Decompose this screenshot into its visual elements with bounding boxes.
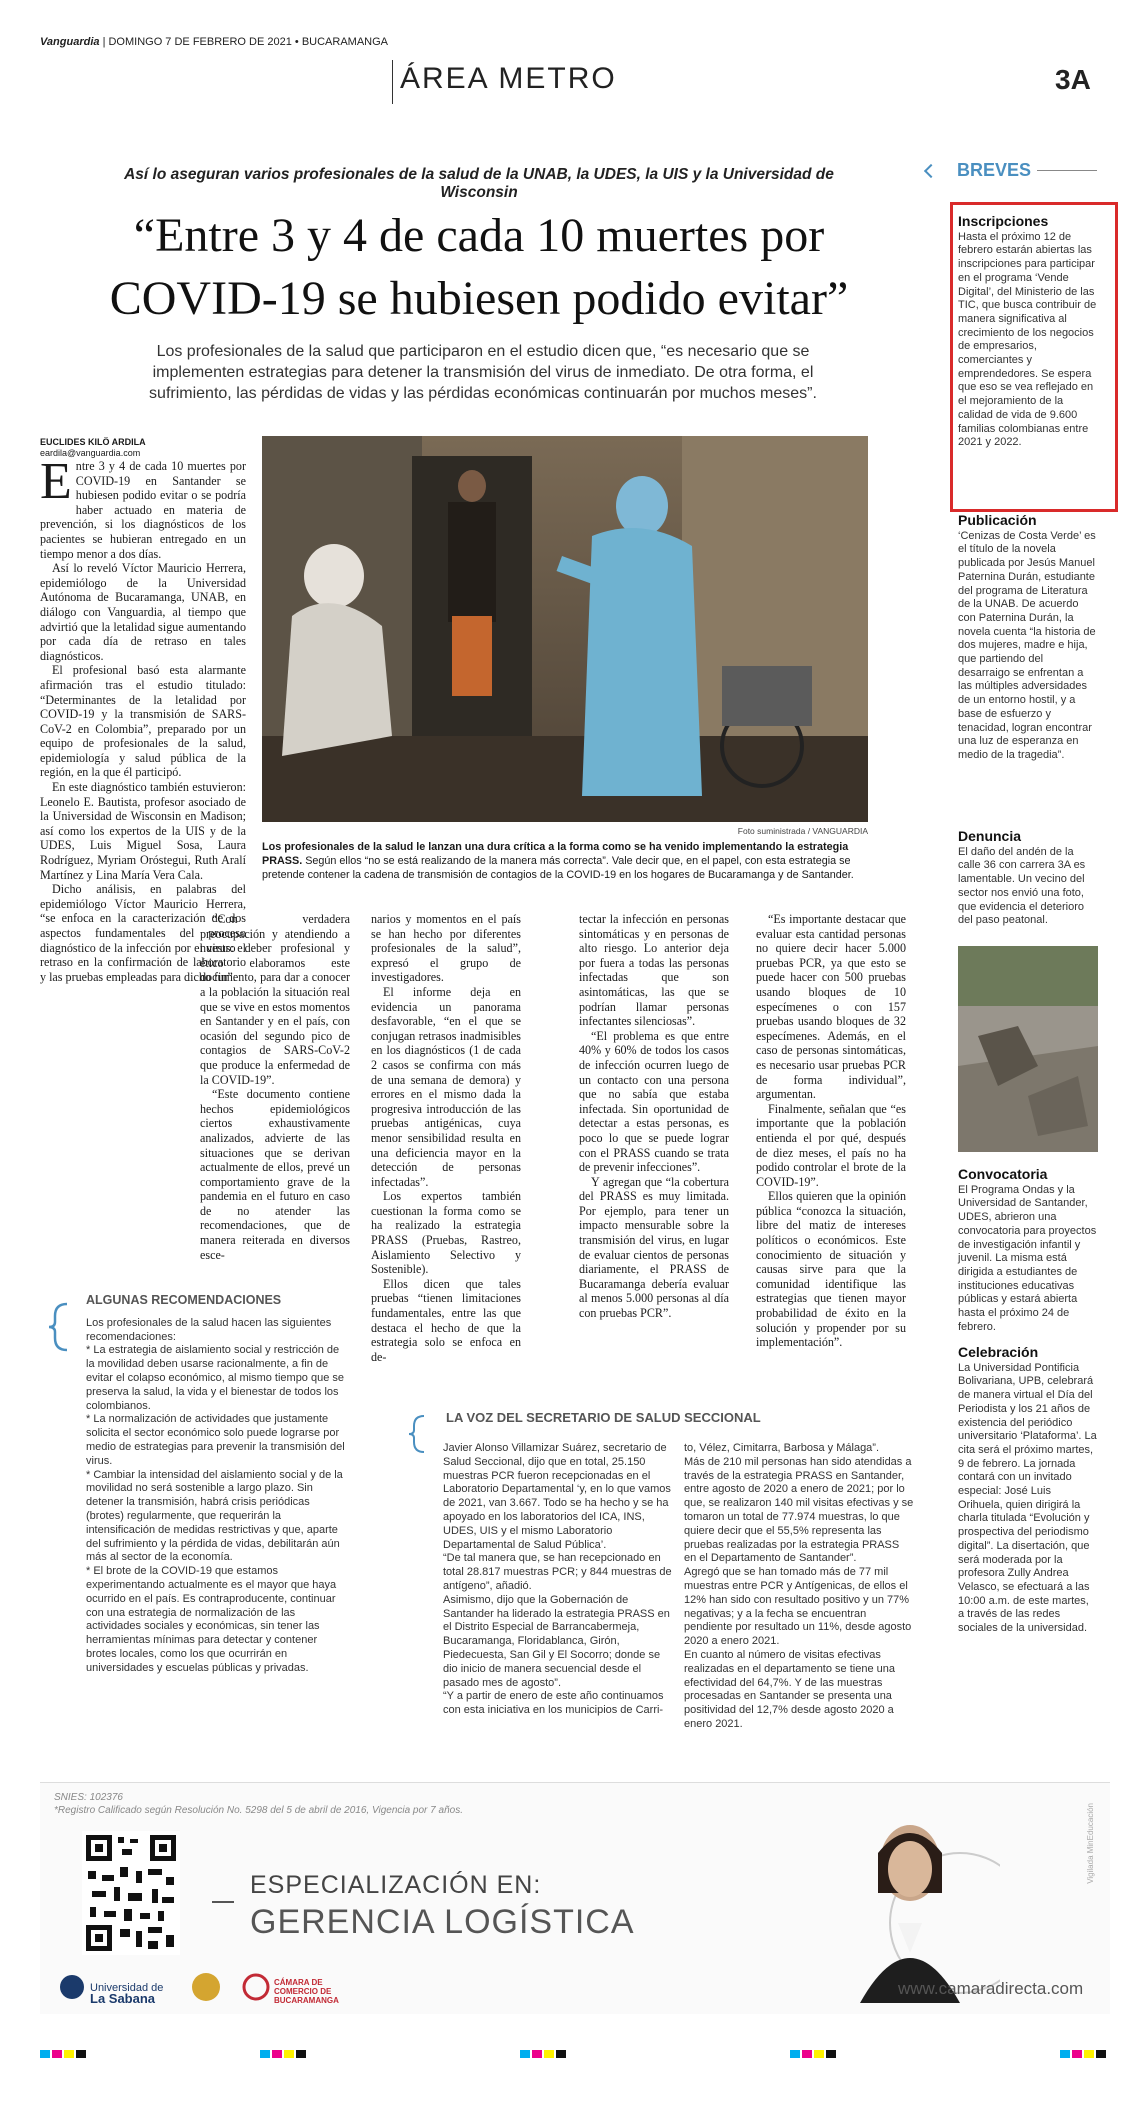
paragraph: Javier Alonso Villamizar Suárez, secretario de Salud Seccional, dijo que en total, 25.150 muestras PCR fueron recepcionadas en el Laboratorio Departamental ‘y, en lo que vamos de 2021, van 3.667. Todo se ha hecho y se ha apoyado en los laboratorios del ICA, INS, UDES, UIS y el mismo Laboratorio Departamental de Salud Pública’. <box>443 1442 671 1551</box>
recommendation-item: * Cambiar la intensidad del aislamiento social y de la movilidad no será sostenible a largo plazo. Sin detener la transmisión, habrá crisis periódicas (brotes) regularmente, que requerirán la intensificación de medidas restrictivas y que, aparte del sufrimiento y la pérdida de vidas, debilitarán aún más al sector de la economía. <box>86 1468 343 1564</box>
recommendation-item: * La estrategia de aislamiento social y restricción de la movilidad deben usarse racionalmente, a fin de evitar el colapso económico, al mismo tiempo que se preserva la salud, la vida y el bienestar de todos los colombianos. <box>86 1344 345 1412</box>
recommendation-item: * El brote de la COVID-19 que estamos experimentando actualmente es el mayor que haya ocurrido en el país. Es contraproducente, continuar con una estrategia de normalización de las actividades sociales y económicas, sin tener las herramientas mínimas para detectar y contener brotes locales, como los que ocurrirán en universidades y escuelas públicas y privadas. <box>86 1565 337 1674</box>
brief-text: Hasta el próximo 12 de febrero estarán abiertas las inscripciones para participar en el programa ‘Vende Digital’, del Ministerio de las TIC, que busca contribuir de manera significativa al crecimiento de los negocios de empresarios, comerciantes y emprendedores. Se espera que eso se vea reflejado en el mejoramiento de la calidad de vida de 9.600 familias colombianas entre 2021 y 2022. <box>958 230 1097 449</box>
brief-title: Inscripciones <box>958 213 1049 229</box>
chevron-icon <box>924 164 938 178</box>
recommendations-title: ALGUNAS RECOMENDACIONES <box>86 1293 282 1307</box>
ad-program: GERENCIA LOGÍSTICA <box>250 1903 635 1941</box>
secretario-column-2 <box>684 1442 914 1732</box>
sabana-logo-icon <box>60 1975 84 1999</box>
section-title: ÁREA METRO <box>400 62 617 95</box>
article-column-4 <box>579 912 729 1412</box>
brief-text: ‘Cenizas de Costa Verde’ es el título de la novela publicada por Jesús Manuel Paternina Durán, estudiante del programa de Literatura de la UNAB. De acuerdo con Paternina Durán, la novela cuenta “la historia de dos mujeres, madre e hija, que partiendo del desarraigo se enfrentan a las múltiples adversidades de un entorno hostil, y a base de esfuerzo y tenacidad, logran encontrar una luz de esperanza en medio de la tragedia”. <box>958 529 1096 761</box>
seal-icon <box>192 1973 220 2001</box>
brief-text: El daño del andén de la calle 36 con carrera 3A es lamentable. Un vecino del sector nos envió una foto, que evidencia el deterioro del paso peatonal. <box>958 845 1086 927</box>
brief-title: Convocatoria <box>958 1166 1048 1182</box>
section-divider <box>392 60 393 104</box>
ad-vigilada: Vigilada MinEducación <box>1086 1803 1095 1884</box>
dateline: | DOMINGO 7 DE FEBRERO DE 2021 • BUCARAMANGA <box>102 36 388 48</box>
paragraph: El profesional basó esta alarmante afirmación tras el estudio titulado: “Determinantes de la letalidad por COVID-19 y la transmisión de SARS-CoV-2 en Colombia”, preparado por un equipo de profesionales de la salud, epidemiología y salud pública de la región, en la que él participó. <box>40 663 246 780</box>
brace-icon <box>408 1414 428 1454</box>
paragraph: “Y a partir de enero de este año continuamos con esta iniciativa en los municipios de Carri- <box>443 1690 664 1717</box>
ad-legal <box>54 1791 463 1817</box>
paragraph: Entre 3 y 4 de cada 10 muertes por COVID-19 en Santander se hubiesen podido evitar o se podría haber actuado en materia de prevención, si los diagnósticos de los pacientes se hubieran entregado en un tiempo menor a dos días. <box>40 459 246 561</box>
brief-text: El Programa Ondas y la Universidad de Santander, UDES, abrieron una convocatoria para proyectos de investigación infantil y juvenil. La misma está dirigida a estudiantes de instituciones educativas públicas y estará abierta hasta el próximo 24 de febrero. <box>958 1183 1097 1333</box>
svg-text:Universidad de: Universidad de <box>90 1982 164 1994</box>
paragraph: Los expertos también cuestionan la forma como se ha realizado la estrategia PRASS (Pruebas, Rastreo, Aislamiento Selectivo y Sostenible). <box>371 1189 521 1277</box>
masthead <box>40 36 388 48</box>
brief-denuncia <box>958 830 1098 928</box>
brief-publicacion <box>958 514 1098 763</box>
ad-snies: SNIES: 102376 <box>54 1792 123 1803</box>
paragraph: “De tal manera que, se han recepcionado en total 28.817 muestras PCR; y 844 muestras de antígeno”, añadió. <box>443 1552 672 1592</box>
secretario-column-1 <box>443 1442 673 1718</box>
byline-email: eardila@vanguardia.com <box>40 448 141 458</box>
brief-title: Publicación <box>958 512 1037 528</box>
byline-name: EUCLIDES KILÖ ARDILA <box>40 437 146 447</box>
paragraph: “El problema es que entre 40% y 60% de todos los casos de infección ocurren luego de un contacto con una persona que no sabía que estaba infectada. Sin oportunidad de detectar a estas personas, es poco lo que se puede lograr con el PRASS cuando se trata de prevenir infecciones”. <box>579 1028 729 1175</box>
paragraph: En este diagnóstico también estuvieron: Leonelo E. Bautista, profesor asociado de la Universidad de Wisconsin en Madison; así como los expertos de la UIS y de la UDES, Luis Miguel Sosa, Laura Rodríguez, Myriam Oróstegui, Ruth Aralí Martínez y Lina María Vera Cala. <box>40 780 246 882</box>
svg-text:La Sabana: La Sabana <box>90 1991 156 2006</box>
camara-logo-icon <box>244 1975 268 1999</box>
paragraph: El informe deja en evidencia un panorama desfavorable, “en el que se conjugan retrasos inadmisibles en los diagnósticos (1 de cada 2 casos se confirma con más de una semana de demora) y errores en el mismo dada la progresiva introducción de las pruebas antigénicas, cuya menor sensibilidad resulta en una deficiencia mayor en la detección de personas infectadas”. <box>371 984 521 1189</box>
article-column-5 <box>756 912 906 1472</box>
caption-text: Según ellos “no se está realizando de la manera más correcta”. Vale decir que, en el papel, con esta estrategia se pretende contener la cadena de transmisión de contagios de la COVID-19 en los hogares de Bucaramanga y de Santander. <box>262 855 854 881</box>
paragraph: Agregó que se han tomado más de 77 mil muestras entre PCR y Antígenicas, de ellos el 12% han sido con resultado positivo y un 77% negativas; y a la fecha se encuentran pendiente por resultado un 11%, desde agosto 2020 a enero 2021. <box>684 1566 912 1648</box>
ad-website-link[interactable]: www.camaradirecta.com <box>898 1979 1084 1998</box>
paragraph: Así lo reveló Víctor Mauricio Herrera, epidemiólogo de la Universidad Autónoma de Bucaramanga, UNAB, en diálogo con Vanguardia, al tiempo que advirtió que la letalidad sigue aumentando por cada día de retraso en tales diagnósticos. <box>40 561 246 663</box>
brief-title: Celebración <box>958 1344 1039 1360</box>
recommendations-box <box>86 1294 348 1676</box>
brief-title: Denuncia <box>958 828 1022 844</box>
paragraph: Más de 210 mil personas han sido atendidas a través de la estrategia PRASS en Santander, entre agosto de 2020 a enero de 2021; por lo que, se realizaron 140 mil visitas efectivas y se tomaron un total de 77.974 muestras, lo que quiere decir que el 55,5% representa las pruebas realizadas por la estrategia PRASS en el Departamento de Santander”. <box>684 1455 914 1565</box>
paragraph: Y agregan que “la cobertura del PRASS es muy limitada. Por ejemplo, para tener un impacto mensurable sobre la transmisión del virus, en lugar de evaluar cientos de personas diariamente, el PRASS de Bucaramanga debería evaluar al menos 5.000 personas al día con pruebas PCR”. <box>579 1174 729 1321</box>
brace-icon <box>47 1302 73 1352</box>
brief-celebracion <box>958 1346 1098 1636</box>
ad-headline: ESPECIALIZACIÓN EN: <box>250 1871 542 1899</box>
paper-name: Vanguardia <box>40 36 100 48</box>
brief-text: La Universidad Pontificia Bolivariana, UPB, celebrará de manera virtual el Día del Periodista y los 21 años de existencia del periódico universitario ‘Plataforma’. La cita será el próximo martes, 9 de febrero. La jornada contará con un invitado especial: José Luis Orihuela, quien dirigirá la charla titulada “Evolución y prospectiva del periodismo digital”. La disertación, que será moderada por la profesora Zully Andrea Velasco, se efectuará a las 10:00 a.m. de este martes, a través de las redes sociales de la universidad. <box>958 1361 1097 1635</box>
paragraph: Asimismo, dijo que la Gobernación de Santander ha liderado la estrategia PRASS en el Distrito Especial de Barrancabermeja, Bucaramanga, Floridablanca, Girón, Piedecuesta, San Gil y El Socorro; donde se dio inicio de manera secuencial desde el pasado mes de agosto”. <box>443 1593 670 1689</box>
recommendations-intro: Los profesionales de la salud hacen las siguientes recomendaciones: <box>86 1316 332 1343</box>
photo-credit: Foto suministrada / VANGUARDIA <box>737 826 868 836</box>
article-column-2 <box>200 912 350 1264</box>
caption-lead: Los profesionales de la salud le lanzan una dura crítica a la forma como se ha venido implementando la estrategia PRASS. <box>262 841 849 867</box>
secretario-title: LA VOZ DEL SECRETARIO DE SALUD SECCIONAL <box>446 1410 761 1425</box>
photo-caption <box>262 840 868 882</box>
paragraph: “Este documento contiene hechos epidemiológicos ciertos exhaustivamente analizados, advierte de las situaciones que se derivan actualmente de ellos, prevé un comportamiento grave de la pandemia en el futuro en caso de no atender las recomendaciones, que de manera reiterada en diversos esce- <box>200 1087 350 1262</box>
qr-code-icon[interactable] <box>82 1831 180 1955</box>
recommendation-item: * La normalización de actividades que justamente solicita el sector económico solo puede lograrse por medio de estrategias para prevenir la transmisión del virus. <box>86 1413 345 1467</box>
article-photo <box>262 436 868 822</box>
svg-text:BUCARAMANGA: BUCARAMANGA <box>274 1996 339 2005</box>
paragraph: “Es importante destacar que evaluar esta cantidad personas no quiere decir hacer 5.000 pruebas PCR, ya que esto se puede hacer con 500 pruebas usando bloques de 10 especímenes o con 157 pruebas usando bloques de 32 especímenes. Además, en el caso de personas sintomáticas, es necesario usar pruebas PCR de forma individual”, argumentan. <box>756 912 906 1102</box>
brief-inscripciones <box>958 215 1098 450</box>
paragraph: “Con verdadera preocupación y atendiendo a nuestro deber profesional y ético elaboramos este documento, para dar a conocer a la población la situación real que se vive en estos momentos en Santander y en el país, con ocasión del segundo pico de contagios de SARS-CoV-2 que produce la enfermedad de la COVID-19”. <box>200 912 350 1087</box>
page-number: 3A <box>1055 64 1091 95</box>
brief-convocatoria <box>958 1168 1098 1334</box>
paragraph: Dicho análisis, en palabras del epidemiólogo Víctor Mauricio Herrera, “se enfoca en la caracterización de dos aspectos fundamentales del proceso diagnóstico de la infección por el virus: el retraso en la confirmación de laboratorio y las pruebas empleadas para dicho fin”. <box>40 882 246 984</box>
article-kicker: Así lo aseguran varios profesionales de la salud de la UNAB, la UDES, la UIS y la Universidad de Wisconsin <box>124 166 834 201</box>
paragraph: Ellos quieren que la opinión pública “conozca la situación, libre del matiz de intereses políticos o económicos. Este conocimiento de situación y causas sirve para que la comunidad identifique las estrategias que tienen mayor probabilidad de éxito en la solución y propender por su implementación”. <box>756 1189 906 1350</box>
article-column-3 <box>371 912 521 1412</box>
drop-cap: E <box>40 459 72 510</box>
paragraph: En cuanto al número de visitas efectivas realizadas en el departamento se tiene una efectividad del 64,7%. Y de las muestras procesadas en Santander se presenta una positividad del 12,7% desde agosto 2020 a enero 2021. <box>684 1648 895 1730</box>
svg-text:CÁMARA DE: CÁMARA DE <box>274 1978 323 1987</box>
denuncia-photo <box>958 946 1098 1152</box>
svg-text:COMERCIO DE: COMERCIO DE <box>274 1987 332 1996</box>
byline <box>40 437 240 459</box>
breves-label: BREVES <box>957 160 1037 181</box>
ad-accent-bar <box>212 1901 234 1903</box>
ad-logos <box>56 1967 376 2007</box>
advertisement[interactable] <box>40 1782 1110 2014</box>
paragraph: Ellos dicen que tales pruebas “tienen limitaciones fundamentales, entre las que destaca el hecho de que la estrategia solo se enfoca en de- <box>371 1276 521 1364</box>
paragraph: narios y momentos en el país se han hecho por diferentes profesionales de la salud”, expresó el grupo de investigadores. <box>371 912 521 985</box>
article-headline: “Entre 3 y 4 de cada 10 muertes por COVID-19 se hubiesen podido evitar” <box>109 209 849 325</box>
paragraph: tectar la infección en personas sintomáticas y en personas de alto riesgo. Lo anterior deja por fuera a todas las personas infectadas que son asintomáticas, las que se podrían llamar personas infectantes silenciosas”. <box>579 912 729 1029</box>
paragraph: Finalmente, señalan que “es importante que la población entienda el por qué, después de diez meses, el país no ha podido controlar el brote de la COVID-19”. <box>756 1101 906 1189</box>
article-deck: Los profesionales de la salud que participaron en el estudio dicen que, “es necesario que se implementen estrategias para detener la transmisión del virus de inmediato. De otra forma, el sufrimiento, las pérdidas de vidas y las pérdidas económicas continuarán por muchos meses”. <box>149 343 817 402</box>
ad-model-image <box>820 1803 1000 2003</box>
paragraph: to, Vélez, Cimitarra, Barbosa y Málaga”. <box>684 1442 880 1454</box>
print-color-bar <box>40 2048 1110 2060</box>
ad-registro: *Registro Calificado según Resolución No. 5298 del 5 de abril de 2016, Vigencia por 7 años. <box>54 1805 463 1816</box>
